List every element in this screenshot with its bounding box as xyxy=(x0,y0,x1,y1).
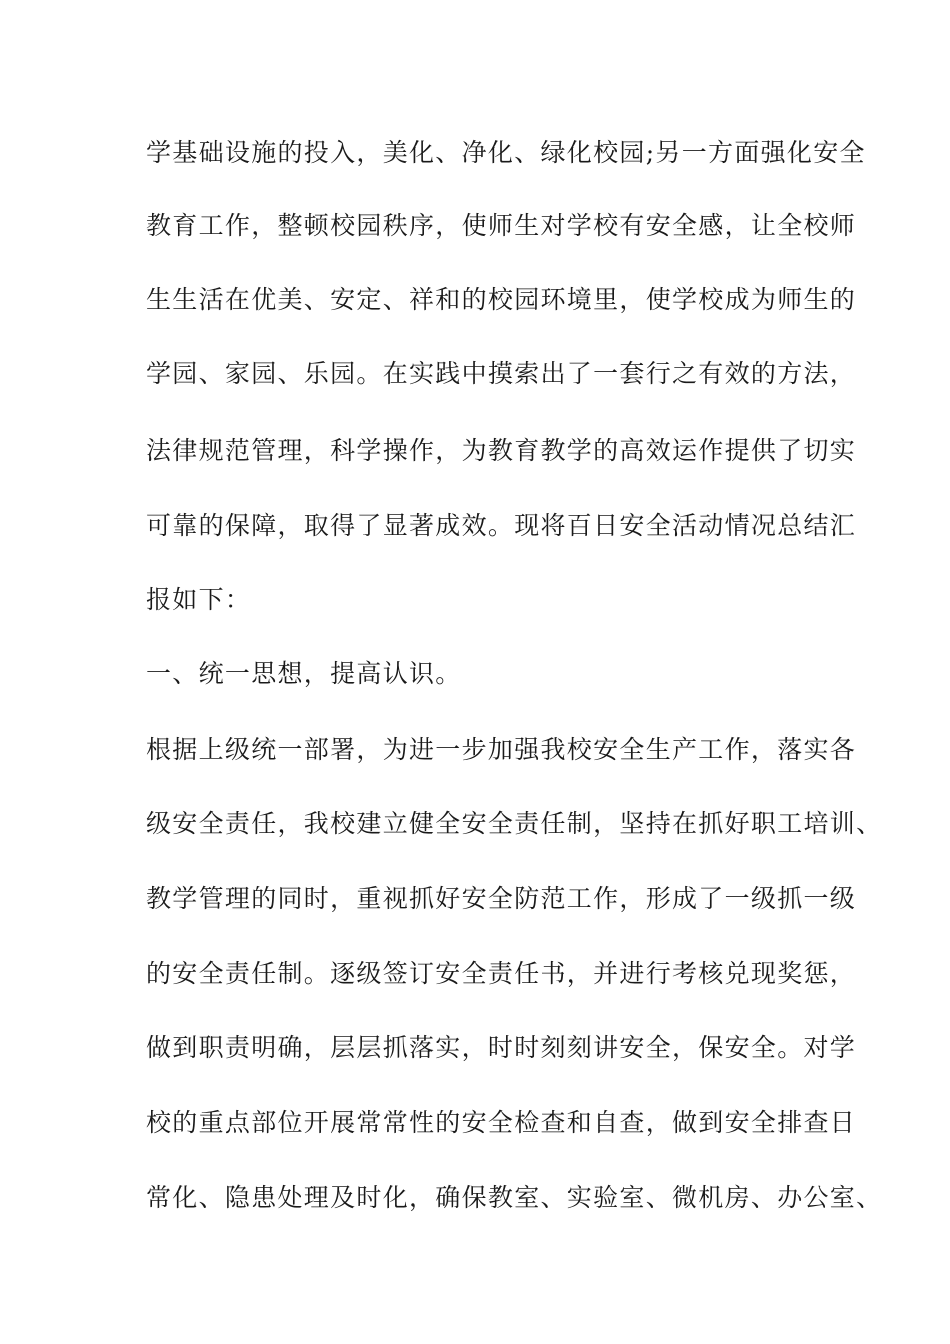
text-line: 可靠的保障，取得了显著成效。现将百日安全活动情况总结汇 xyxy=(146,511,857,540)
text-line: 常化、隐患处理及时化，确保教室、实验室、微机房、办公室、 xyxy=(146,1183,883,1212)
text-line: 根据上级统一部署，为进一步加强我校安全生产工作，落实各 xyxy=(146,735,857,764)
text-line: 生生活在优美、安定、祥和的校园环境里，使学校成为师生的 xyxy=(146,285,857,314)
text-line: 学基础设施的投入，美化、净化、绿化校园;另一方面强化安全 xyxy=(146,138,866,167)
text-line: 学园、家园、乐园。在实践中摸索出了一套行之有效的方法， xyxy=(146,359,857,388)
section-heading: 一、统一思想，提高认识。 xyxy=(146,659,462,688)
text-line: 校的重点部位开展常常性的安全检查和自查，做到安全排查日 xyxy=(146,1108,857,1137)
text-line: 教学管理的同时，重视抓好安全防范工作，形成了一级抓一级 xyxy=(146,884,857,913)
text-line: 级安全责任，我校建立健全安全责任制，坚持在抓好职工培训、 xyxy=(146,809,883,838)
text-line: 的安全责任制。逐级签订安全责任书，并进行考核兑现奖惩， xyxy=(146,959,857,988)
text-line: 报如下： xyxy=(146,585,252,614)
text-line: 教育工作，整顿校园秩序，使师生对学校有安全感，让全校师 xyxy=(146,211,857,240)
text-line: 做到职责明确，层层抓落实，时时刻刻讲安全，保安全。对学 xyxy=(146,1033,857,1062)
text-line: 法律规范管理，科学操作，为教育教学的高效运作提供了切实 xyxy=(146,436,857,465)
